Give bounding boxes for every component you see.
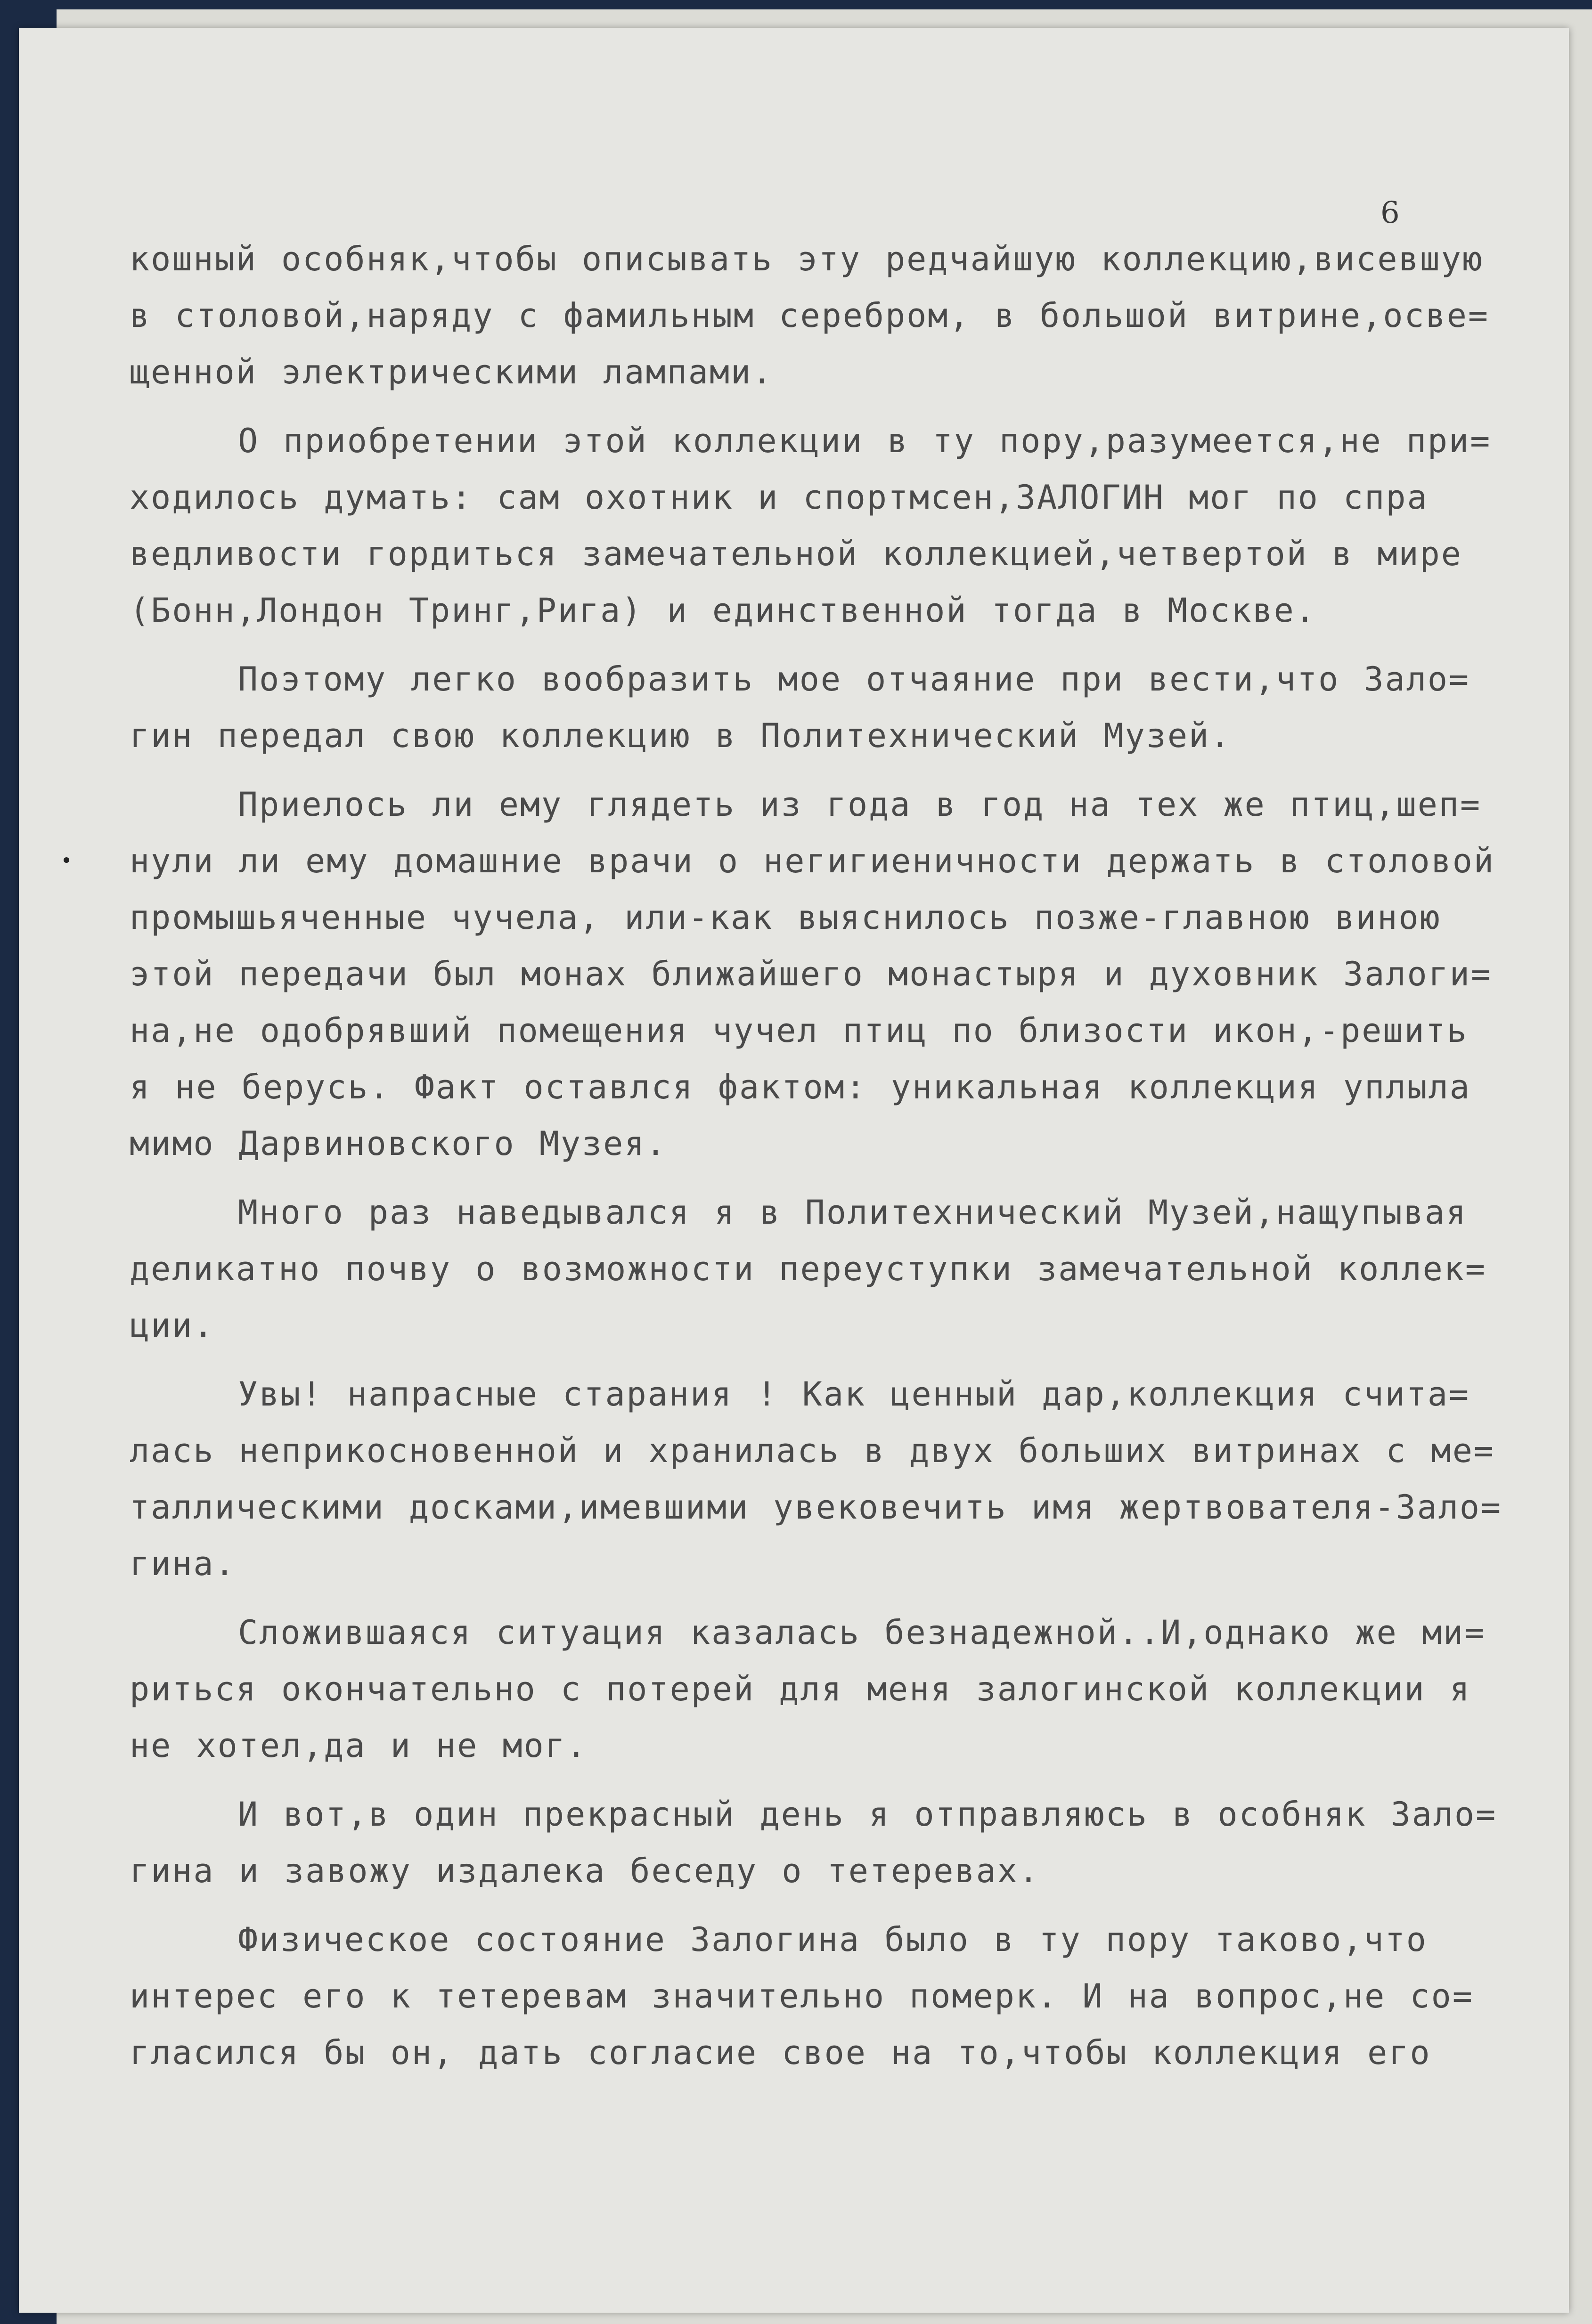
text-line: гина и завожу издалека беседу о тетеревах. xyxy=(130,1852,1040,1890)
text-line: в столовой,наряду с фамильным серебром, в большой витрине,осве= xyxy=(130,296,1490,335)
text-line: Приелось ли ему глядеть из года в год на тех же птиц,шеп= xyxy=(238,785,1482,824)
text-line: ции. xyxy=(130,1306,215,1345)
text-line: гина. xyxy=(130,1544,236,1583)
text-line: нули ли ему домашние врачи о негигиеничности держать в столовой xyxy=(130,842,1495,880)
text-line: этой передачи был монах ближайшего монастыря и духовник Залоги= xyxy=(130,955,1493,993)
text-line: ведливости гордиться замечательной коллекцией,четвертой в мире xyxy=(130,535,1462,573)
text-line: на,не одобрявший помещения чучел птиц по близости икон,-решить xyxy=(130,1011,1468,1050)
text-line: я не берусь. Факт оставлся фактом: уникальная коллекция уплыла xyxy=(130,1068,1471,1106)
text-line: кошный особняк,чтобы описывать эту редчайшую коллекцию,висевшую xyxy=(130,240,1484,278)
text-line: промышьяченные чучела, или-как выяснилось позже-главною виною xyxy=(130,898,1441,937)
text-line: Сложившаяся ситуация казалась безнадежной..И,однако же ми= xyxy=(238,1613,1486,1652)
text-line: Физическое состояние Залогина было в ту пору таково,что xyxy=(238,1920,1428,1959)
page-number: 6 xyxy=(1380,195,1400,230)
text-line: ходилось думать: сам охотник и спортмсен,ЗАЛОГИН мог по спра xyxy=(130,478,1429,517)
text-line: Много раз наведывался я в Политехнический Музей,нащупывая xyxy=(238,1193,1468,1232)
text-line: риться окончательно с потерей для меня залогинской коллекции я xyxy=(130,1670,1471,1708)
text-line: И вот,в один прекрасный день я отправляюсь в особняк Зало= xyxy=(238,1795,1497,1834)
text-line: таллическими досками,имевшими увековечить имя жертвователя-Зало= xyxy=(130,1488,1502,1527)
text-line: мимо Дарвиновского Музея. xyxy=(130,1124,667,1163)
text-line: лась неприкосновенной и хранилась в двух больших витринах с ме= xyxy=(130,1431,1495,1470)
text-line: щенной электрическими лампами. xyxy=(130,353,774,391)
ink-dot xyxy=(64,857,69,863)
text-line: гласился бы он, дать согласие свое на то,чтобы коллекция его xyxy=(130,2033,1431,2072)
text-line: (Бонн,Лондон Тринг,Рига) и единственной тогда в Москве. xyxy=(130,591,1316,630)
text-line: О приобретении этой коллекции в ту пору,разумеется,не при= xyxy=(238,422,1492,460)
text-line: интерес его к тетеревам значительно померк. И на вопрос,не со= xyxy=(130,1977,1474,2015)
text-line: не хотел,да и не мог. xyxy=(130,1726,588,1765)
text-line: Увы! напрасные старания ! Как ценный дар,коллекция счита= xyxy=(238,1375,1470,1414)
text-line: деликатно почву о возможности переуступки замечательной коллек= xyxy=(130,1250,1487,1288)
page-body-text xyxy=(130,231,1502,2081)
text-line: Поэтому легко вообразить мое отчаяние при вести,что Зало= xyxy=(238,660,1470,699)
typewritten-page xyxy=(19,28,1569,2313)
text-line: гин передал свою коллекцию в Политехнический Музей. xyxy=(130,716,1232,755)
